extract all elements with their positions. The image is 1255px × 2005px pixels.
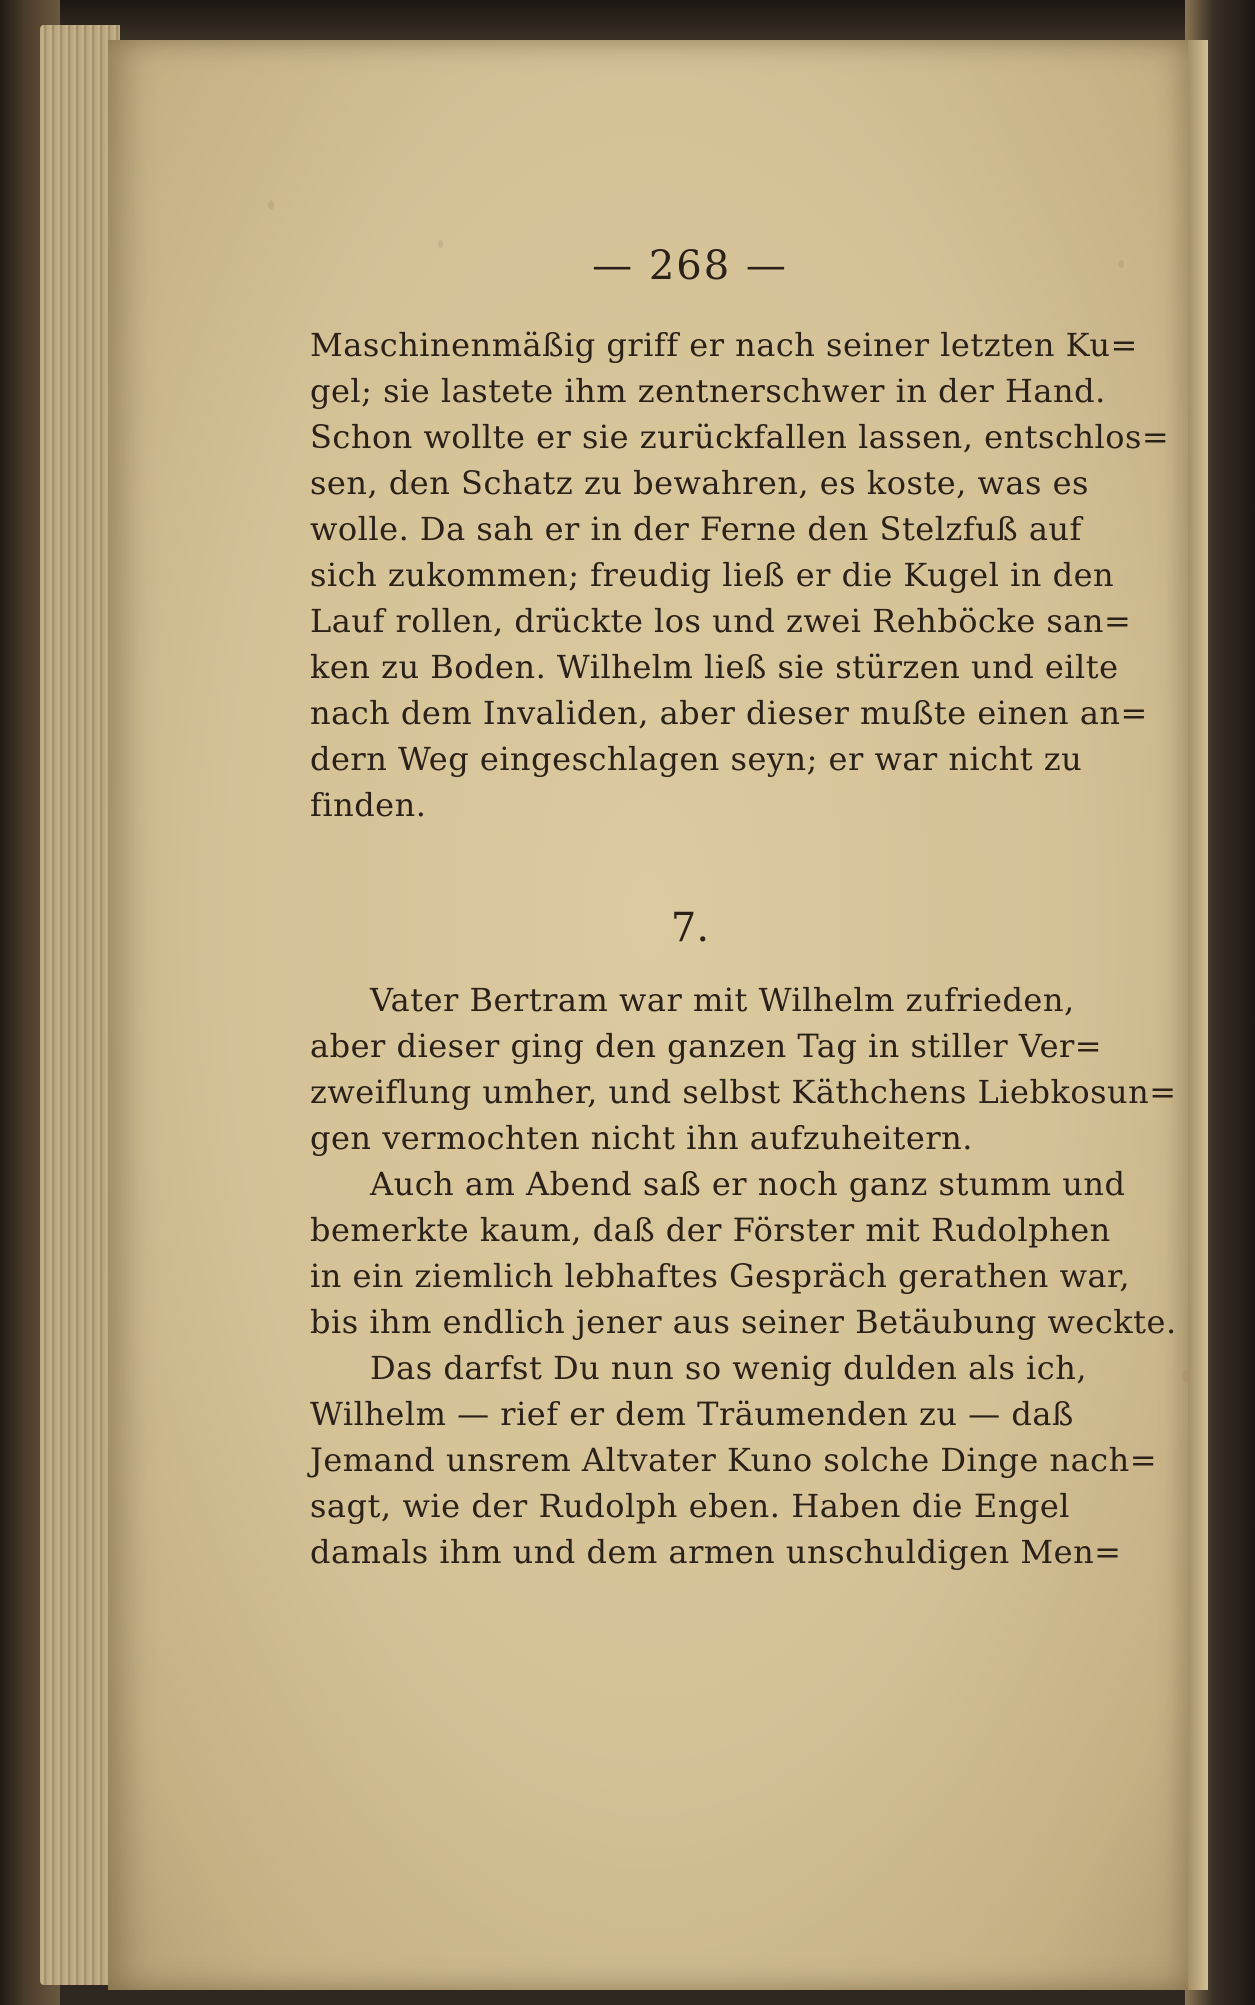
text-line: bis ihm endlich jener aus seiner Betäubung weckte. [310,1303,1177,1341]
text-line: damals ihm und dem armen unschuldigen Men= [310,1533,1122,1571]
paper-spot [438,240,443,248]
paragraph-1 [310,322,1170,828]
text-line: Vater Bertram war mit Wilhelm zufrieden, [370,981,1075,1019]
paper-spot [1118,260,1124,268]
paragraph-2 [310,977,1177,1575]
text-line: nach dem Invaliden, aber dieser mußte einen an= [310,694,1148,732]
text-line: Maschinenmäßig griff er nach seiner letzten Ku= [310,326,1138,364]
page-header: — 268 — [592,243,788,289]
text-line: gen vermochten nicht ihn aufzuheitern. [310,1119,973,1157]
text-line: ken zu Boden. Wilhelm ließ sie stürzen und eilte [310,648,1119,686]
text-line: aber dieser ging den ganzen Tag in stiller Ver= [310,1027,1103,1065]
text-line: gel; sie lastete ihm zentnerschwer in der Hand. [310,372,1106,410]
scan-background-top [0,0,1255,45]
page-gutter [1188,40,1208,1990]
text-line: sen, den Schatz zu bewahren, es koste, was es [310,464,1089,502]
text-line: bemerkte kaum, daß der Förster mit Rudolphen [310,1211,1111,1249]
text-line: Schon wollte er sie zurückfallen lassen, entschlos= [310,418,1170,456]
text-line: zweiflung umher, und selbst Käthchens Liebkosun= [310,1073,1177,1111]
text-line: sich zukommen; freudig ließ er die Kugel in den [310,556,1115,594]
text-line: Das darfst Du nun so wenig dulden als ich, [370,1349,1087,1387]
text-line: dern Weg eingeschlagen seyn; er war nicht zu [310,740,1083,778]
text-line: wolle. Da sah er in der Ferne den Stelzfuß auf [310,510,1082,548]
text-line: Wilhelm — rief er dem Träumenden zu — daß [310,1395,1074,1433]
text-line: Auch am Abend saß er noch ganz stumm und [370,1165,1126,1203]
text-line: Jemand unsrem Altvater Kuno solche Dinge nach= [310,1441,1158,1479]
text-line: Lauf rollen, drückte los und zwei Rehböcke san= [310,602,1132,640]
text-line: sagt, wie der Rudolph eben. Haben die Engel [310,1487,1070,1525]
text-line: in ein ziemlich lebhaftes Gespräch gerathen war, [310,1257,1130,1295]
text-line: finden. [310,786,427,824]
paper-spot [268,200,274,210]
section-number: 7. [670,905,710,951]
